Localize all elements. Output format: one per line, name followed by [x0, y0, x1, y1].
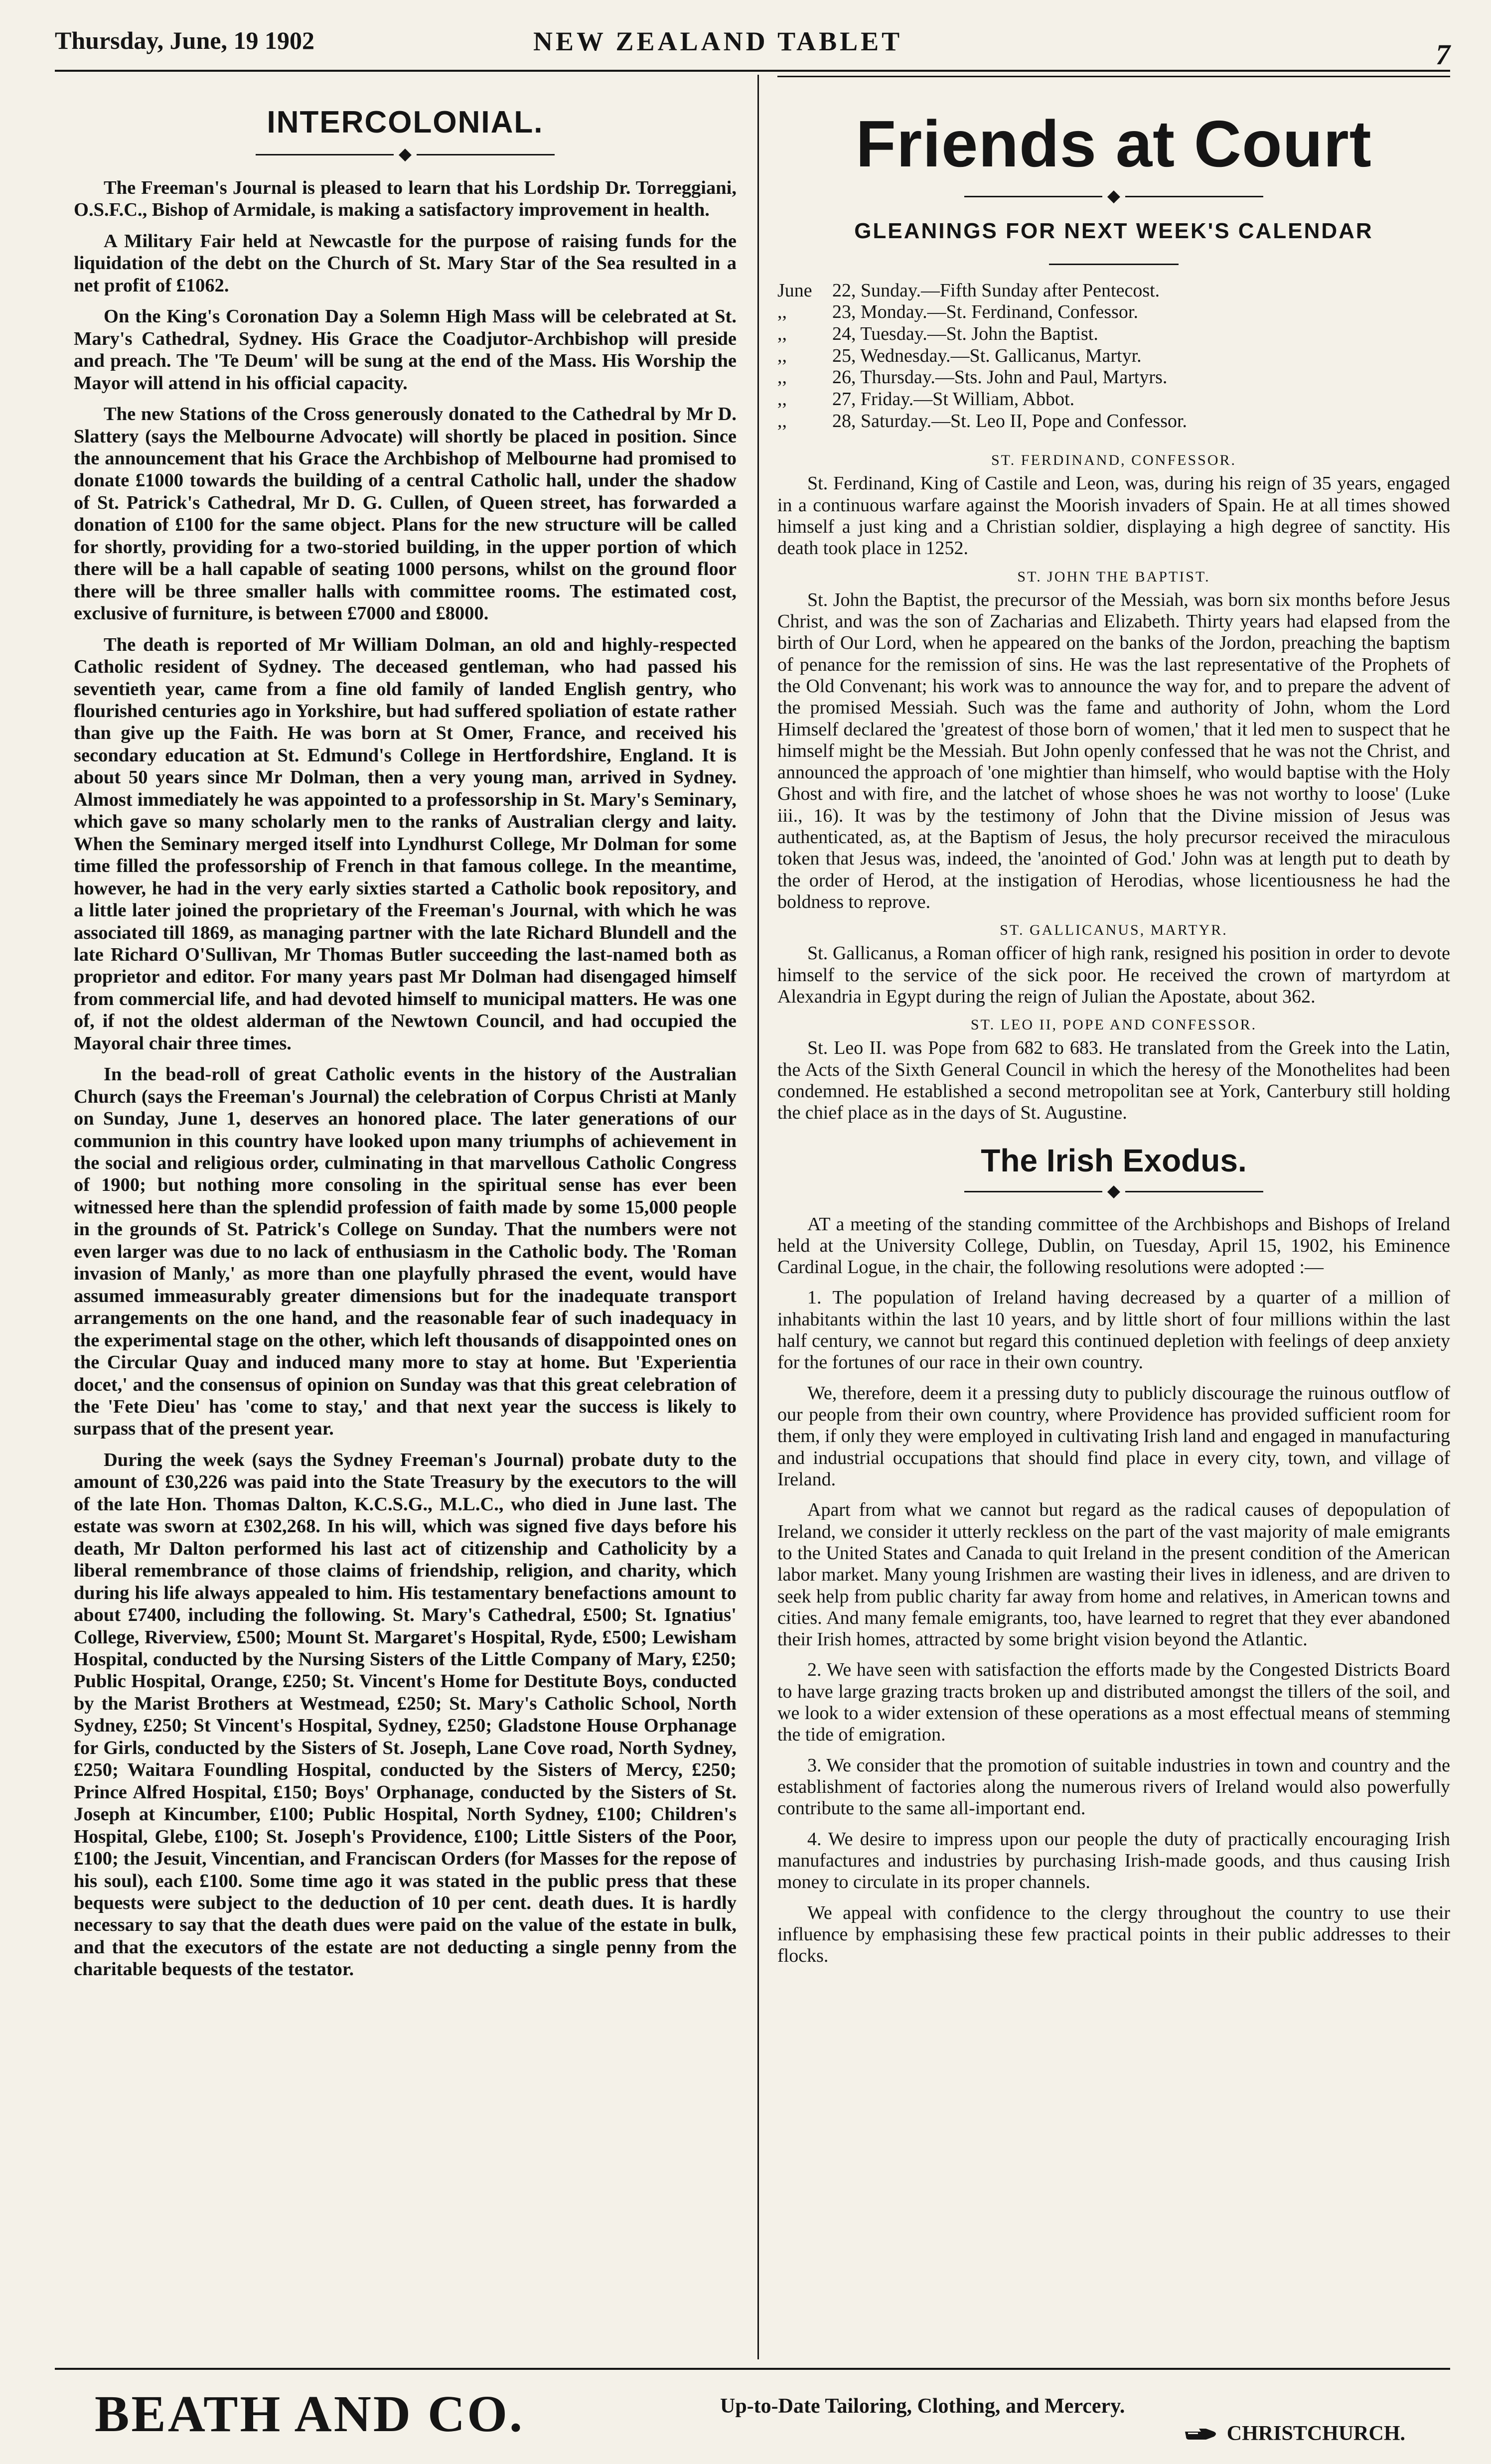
- header-date: Thursday, June, 19 1902: [55, 26, 314, 54]
- advert-brand: BEATH AND CO.: [95, 2385, 524, 2443]
- calendar-month: ,,: [777, 323, 787, 344]
- calendar-text: 28, Saturday.—St. Leo II, Pope and Confessor.: [832, 410, 1188, 432]
- article-paragraph: 2. We have seen with satisfaction the efforts made by the Congested Districts Board to have large grazing tracts broken up and distributed amongst the tillers of the soil, and we look to a wider extension of these operations as a most effectual means of stemming the tide of emigration.: [777, 1659, 1450, 1745]
- footer-advert: [55, 2379, 1450, 2454]
- article-paragraph: The death is reported of Mr William Dolman, an old and highly-respected Catholic resident of Sydney. The deceased gentleman, who had passed his seventieth year, came from a fine old family of landed English gentry, who flourished centuries ago in Yorkshire, but had suffered spoliation of estate rather than give up the Faith. He was born at St Omer, France, and received his secondary education at St. Edmund's College in Hertfordshire, England. It is about 50 years since Mr Dolman, then a very young man, arrived in Sydney. Almost immediately he was appointed to a professorship in St. Mary's Seminary, which gave so many scholarly men to the ranks of Australian clergy and laity. When the Seminary merged itself into Lyndhurst College, Mr Dolman for some time filled the professorship of French in that famous college. In the meantime, however, he had in the very early sixties started a Catholic book repository, and a little later joined the proprietary of the Freeman's Journal, with which he was associated till 1869, as managing partner with the late Richard Blundell and the late Richard O'Sullivan, Mr Thomas Butler succeeding the last-named both as proprietor and editor. For many years past Mr Dolman had disengaged himself from commercial life, and had devoted himself to municipal matters. He was one of, if not the oldest alderman of the Newtown Council, and had occupied the Mayoral chair three times.: [74, 634, 737, 1054]
- diamond-icon: ◆: [1102, 189, 1125, 204]
- calendar-month: ,,: [777, 367, 787, 388]
- header-rule-secondary: [777, 76, 1450, 77]
- calendar-subtitle: GLEANINGS FOR NEXT WEEK'S CALENDAR: [854, 218, 1373, 243]
- article-paragraph: The Freeman's Journal is pleased to learn that his Lordship Dr. Torreggiani, O.S.F.C., Bishop of Armidale, is making a satisfactory improvement in health.: [74, 177, 737, 221]
- article-paragraph: A Military Fair held at Newcastle for the purpose of raising funds for the liquidation of the debt on the Church of St. Mary Star of the Sea resulted in a net profit of £1062.: [74, 230, 737, 296]
- article-paragraph: During the week (says the Sydney Freeman's Journal) probate duty to the amount of £30,226 was paid into the State Treasury by the executors to the will of the late Hon. Thomas Dalton, K.C.S.G., M.L.C., who died in June last. The estate was sworn at £302,268. In his will, which was signed five days before his death, Mr Dalton performed his last act of citizenship and Catholicity by a liberal remembrance of those claims of friendship, religion, and charity, which during his life always appealed to him. His testamentary benefactions amount to about £7400, including the following. St. Mary's Cathedral, £500; St. Ignatius' College, Riverview, £500; Mount St. Margaret's Hospital, Ryde, £500; Lewisham Hospital, conducted by the Nursing Sisters of the Little Company of Mary, £250; Public Hospital, Orange, £250; St. Vincent's Home for Destitute Boys, conducted by the Marist Brothers at Westmead, £250; St. Mary's Catholic School, North Sydney, £250; St Vincent's Hospital, Sydney, £250; Gladstone House Orphanage for Girls, conducted by the Sisters of St. Joseph, Lane Cove road, North Sydney, £250; Waitara Foundling Hospital, conducted by the Sisters of Mercy, £250; Prince Alfred Hospital, £150; Boys' Orphanage, conducted by the Sisters of St. Joseph at Kincumber, £100; Public Hospital, North Sydney, £100; Children's Hospital, Glebe, £100; St. Joseph's Providence, £100; Little Sisters of the Poor, £100; the Jesuit, Vincentian, and Franciscan Orders (for Masses for the repose of his soul), each £100. Some time ago it was stated in the public press that these bequests were subject to the deduction of 10 per cent. death dues. It is hardly necessary to say that the death dues were paid on the value of the estate in bulk, and that the executors of the estate are not deducting a single penny from the charitable bequests of the testator.: [74, 1449, 737, 1980]
- saint-heading: ST. FERDINAND, CONFESSOR.: [991, 452, 1236, 469]
- calendar-entry: [777, 411, 1450, 433]
- calendar-entry: [777, 389, 1450, 411]
- saint-heading: ST. GALLICANUS, MARTYR.: [1000, 922, 1228, 939]
- pointing-hand-icon: [1184, 2425, 1219, 2443]
- calendar-text: 24, Tuesday.—St. John the Baptist.: [832, 323, 1098, 344]
- advert-location: [1184, 2422, 1405, 2446]
- ornamental-divider: [256, 147, 555, 162]
- article-paragraph: 1. The population of Ireland having decreased by a quarter of a million of inhabitants within the last 10 years, and by little short of four millions within the last half century, we cannot but regard this continued depletion with feelings of deep anxiety for the fortunes of our race in their own country.: [777, 1287, 1450, 1373]
- calendar-month: ,,: [777, 410, 787, 432]
- masthead-title: NEW ZEALAND TABLET: [533, 26, 903, 56]
- saint-paragraph: St. Ferdinand, King of Castile and Leon, was, during his reign of 35 years, engaged in a continuous warfare against the Moorish invaders of Spain. He at all times showed himself a just king and a Christian soldier, displaying a high degree of sanctity. His death took place in 1252.: [777, 473, 1450, 559]
- right-column: [777, 95, 1450, 2357]
- article-paragraph: Apart from what we cannot but regard as the radical causes of depopulation of Ireland, we consider it utterly reckless on the part of the vast majority of male emigrants to the United States and Canada to quit Ireland in the present condition of the American labor market. Many young Irishmen are wasting their lives in idleness, and are driven to seek help from public charity far away from home and relatives, in American towns and cities. And many female emigrants, too, have learned to regret that they ever abandoned their Irish homes, attracted by some bright vision beyond the Atlantic.: [777, 1499, 1450, 1650]
- calendar-entry: [777, 280, 1450, 302]
- intercolonial-title: INTERCOLONIAL.: [267, 105, 544, 140]
- page-number: 7: [1436, 38, 1450, 71]
- short-rule: [1049, 264, 1179, 265]
- calendar-month: ,,: [777, 345, 787, 366]
- calendar-list: [777, 280, 1450, 433]
- calendar-month: ,,: [777, 389, 787, 410]
- calendar-entry: [777, 323, 1450, 345]
- diamond-icon: ◆: [1102, 1184, 1125, 1199]
- intercolonial-column: [74, 95, 737, 2357]
- saint-paragraph: St. John the Baptist, the precursor of the Messiah, was born six months before Jesus Christ, and was the son of Zacharias and Elizabeth. Thirty years had elapsed from the birth of Our Lord, when he appeared on the banks of the Jordon, preaching the baptism of penance for the remission of sins. He was the last representative of the Prophets of the Old Convenant; his work was to announce the way for, and to prepare the advent of the promised Messiah. Such was the fame and authority of John, whom the Lord Himself declared the 'greatest of those born of women,' that it led men to suspect that he himself might be the Messiah. But John openly confessed that he was not the Christ, and announced the approach of 'one mightier than himself, who would baptise with the Holy Ghost and with fire, and the latchet of whose shoes he was not worthy to loose' (Luke iii., 16). It was by the testimony of John that the Divine mission of Jesus was authenticated, as, at the Baptism of Jesus, the holy precursor received the miraculous token that Jesus was, indeed, the 'anointed of God.' John was at length put to death by the order of Herod, at the instigation of Herodias, whose licentiousness he had the boldness to reprove.: [777, 589, 1450, 913]
- header-rule: [55, 70, 1450, 72]
- ornamental-divider: [964, 1181, 1263, 1200]
- calendar-text: 23, Monday.—St. Ferdinand, Confessor.: [832, 301, 1138, 323]
- calendar-month: ,,: [777, 301, 787, 323]
- advert-tagline: Up-to-Date Tailoring, Clothing, and Mercery.: [720, 2395, 1125, 2418]
- footer-rule: [55, 2368, 1450, 2370]
- calendar-text: 22, Sunday.—Fifth Sunday after Pentecost.: [832, 280, 1160, 301]
- article-paragraph: AT a meeting of the standing committee of the Archbishops and Bishops of Ireland held at the University College, Dublin, on Tuesday, April 15, 1902, his Eminence Cardinal Logue, in the chair, the following resolutions were adopted :—: [777, 1213, 1450, 1278]
- saint-paragraph: St. Leo II. was Pope from 682 to 683. He translated from the Greek into the Latin, the Acts of the Sixth General Council in which the heresy of the Monothelites had been condemned. He established a second metropolitan see at York, Canterbury still holding the chief place as in the days of St. Augustine.: [777, 1037, 1450, 1124]
- article-paragraph: The new Stations of the Cross generously donated to the Cathedral by Mr D. Slattery (says the Melbourne Advocate) will shortly be placed in position. Since the announcement that his Grace the Archbishop of Melbourne had promised to donate £1000 towards the building of a central Catholic hall, under the shadow of St. Patrick's Cathedral, Mr D. G. Cullen, of Queen street, has forwarded a donation of £100 for the same object. Plans for the new structure will be called for shortly, providing for a two-storied building, in the upper portion of which there will be a hall capable of seating 1000 persons, whilst on the ground floor there will be three smaller halls with committee rooms. The estimated cost, exclusive of furniture, is between £7000 and £8000.: [74, 404, 737, 624]
- article-paragraph: On the King's Coronation Day a Solemn High Mass will be celebrated at St. Mary's Cathedral, Sydney. His Grace the Coadjutor-Archbishop will preside and preach. The 'Te Deum' will be sung at the end of the Mass. His Worship the Mayor will attend in his official capacity.: [74, 306, 737, 394]
- article-paragraph: 4. We desire to impress upon our people the duty of practically encouraging Irish manufactures and industries by purchasing Irish-made goods, and thus causing Irish money to circulate in its proper channels.: [777, 1828, 1450, 1893]
- article-paragraph: We appeal with confidence to the clergy throughout the country to use their influence by emphasising these few practical points in their public addresses to their flocks.: [777, 1902, 1450, 1967]
- article-paragraph: We, therefore, deem it a pressing duty to publicly discourage the ruinous outflow of our people from their own country, where Providence has provided sufficient room for them, if only they were employed in cultivating Irish land and engaged in manufacturing and industrial occupations that should find place in every city, town, and village of Ireland.: [777, 1382, 1450, 1490]
- calendar-entry: [777, 345, 1450, 367]
- calendar-text: 26, Thursday.—Sts. John and Paul, Martyrs.: [832, 367, 1168, 388]
- calendar-entry: [777, 301, 1450, 323]
- friends-at-court-title: Friends at Court: [856, 107, 1372, 180]
- article-paragraph: In the bead-roll of great Catholic events in the history of the Australian Church (says the Freeman's Journal) the celebration of Corpus Christi at Manly on Sunday, June 1, deserves an honored place. The later generations of our communion in this country have looked upon many triumphs of achievement in the social and religious order, culminating in that marvellous Catholic Congress of 1900; but nothing more consoling in the spiritual sense has ever been witnessed here than the splendid profession of faith made by some 15,000 people in the grounds of St. Patrick's College on Sunday. That the numbers were not even larger was due to no lack of enthusiasm in the Catholic body. The 'Roman invasion of Manly,' as more than one playfully phrased the event, would have assumed immeasurably greater dimensions but for the inadequate transport arrangements on the one hand, and the reasonable fear of such inadequacy in the experimental stage on the other, which left thousands of disappointed ones on the Circular Quay and induced many more to stay at home. But 'Experientia docet,' and the consensus of opinion on Sunday was that this great celebration of the 'Fete Dieu' has 'come to stay,' and that next year the success is likely to surpass that of the present year.: [74, 1064, 737, 1440]
- calendar-entry: [777, 367, 1450, 389]
- saint-heading: ST. LEO II, POPE AND CONFESSOR.: [970, 1016, 1257, 1033]
- page-header: [55, 26, 1450, 71]
- diamond-icon: ◆: [394, 147, 417, 162]
- advert-location-text: CHRISTCHURCH.: [1226, 2422, 1405, 2445]
- calendar-text: 27, Friday.—St William, Abbot.: [832, 389, 1075, 410]
- irish-exodus-title: The Irish Exodus.: [981, 1142, 1247, 1178]
- calendar-text: 25, Wednesday.—St. Gallicanus, Martyr.: [832, 345, 1142, 366]
- ornamental-divider: [964, 186, 1263, 205]
- article-paragraph: 3. We consider that the promotion of suitable industries in town and country and the establishment of factories along the numerous rivers of Ireland would also powerfully contribute to the same all-important end.: [777, 1754, 1450, 1819]
- column-divider: [757, 75, 759, 2359]
- calendar-month: June: [777, 280, 812, 301]
- saint-paragraph: St. Gallicanus, a Roman officer of high rank, resigned his position in order to devote himself to the service of the sick poor. He received the crown of martyrdom at Alexandria in Egypt during the reign of Julian the Apostate, about 362.: [777, 943, 1450, 1007]
- saint-heading: ST. JOHN THE BAPTIST.: [1017, 568, 1210, 585]
